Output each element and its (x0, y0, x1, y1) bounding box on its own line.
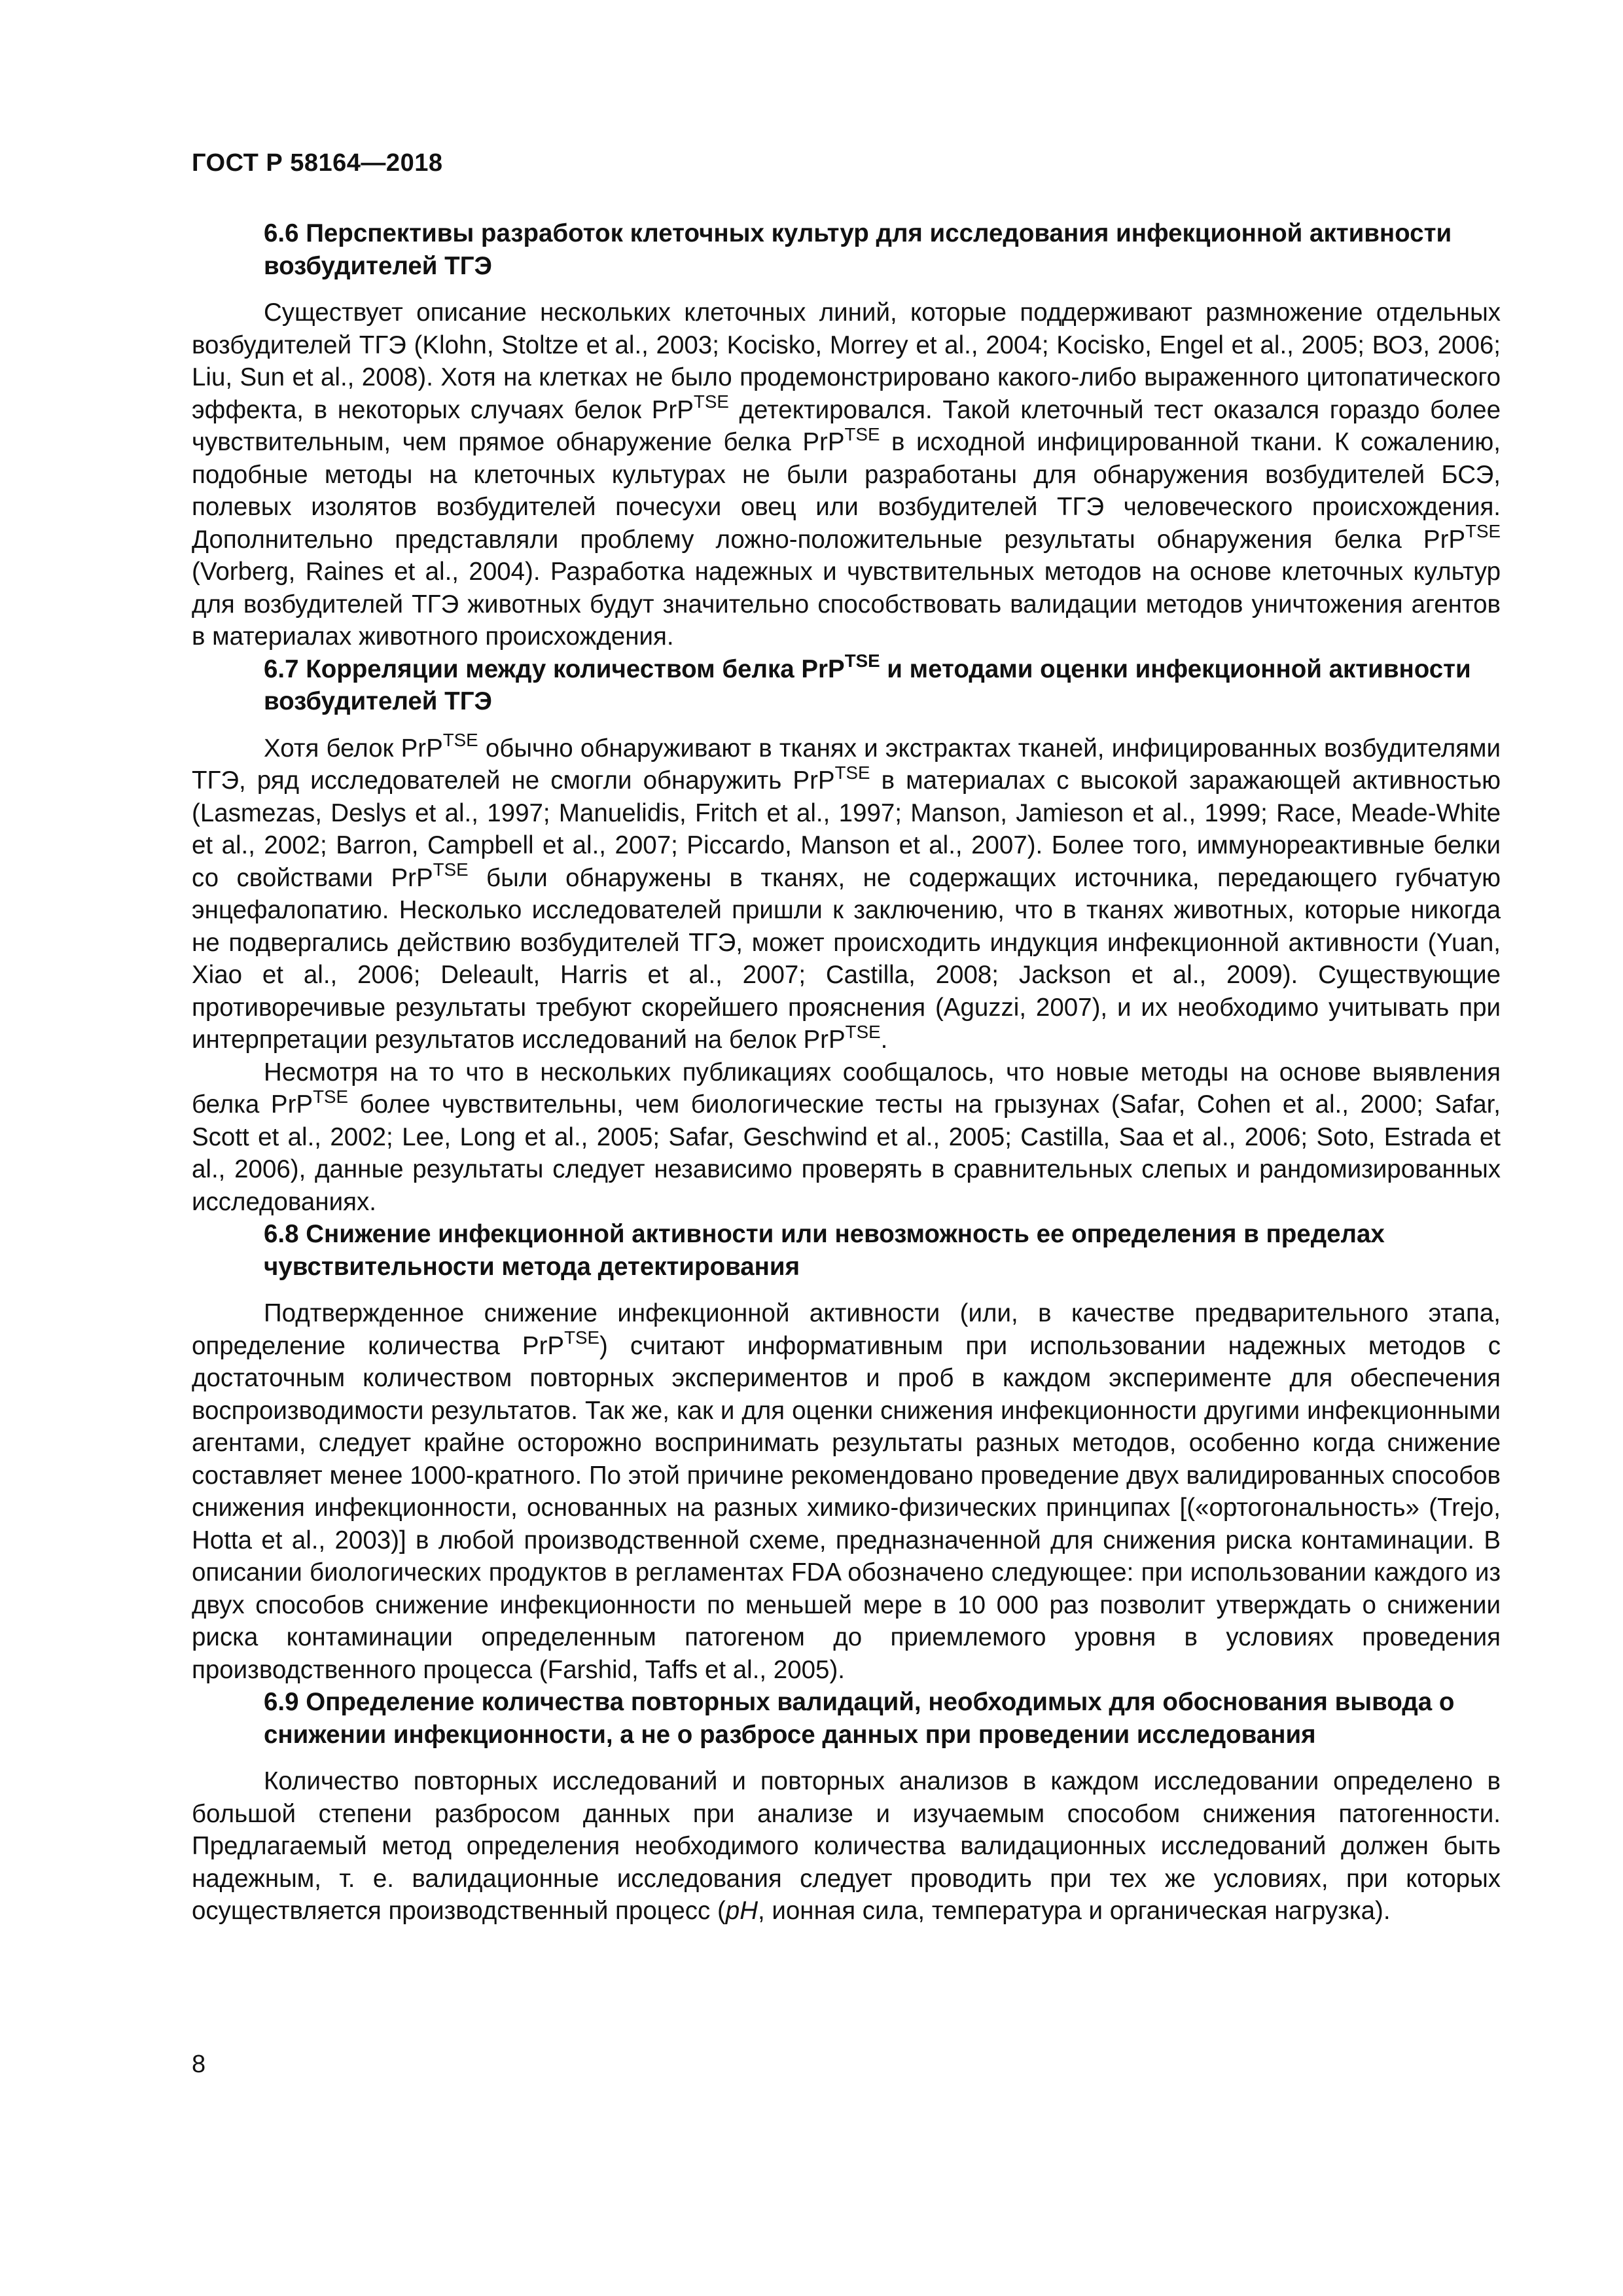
superscript-text: TSE (442, 730, 478, 751)
document-header: ГОСТ Р 58164—2018 (192, 149, 443, 177)
text-run: Хотя белок PrP (264, 734, 443, 762)
superscript-text: TSE (1465, 521, 1501, 542)
paragraph (192, 732, 1501, 1056)
page-number: 8 (192, 2051, 206, 2078)
paragraph (192, 296, 1501, 653)
text-run: 6.7 Корреляции между количеством белка PrP (264, 655, 845, 683)
section-6-9 (192, 1686, 1501, 1928)
superscript-text: TSE (564, 1327, 599, 1348)
superscript-text: TSE (313, 1086, 348, 1107)
paragraph (192, 1056, 1501, 1219)
document-body (192, 217, 1501, 1928)
text-run: более чувствительны, чем биологические тесты на грызунах (Safar, Cohen et al., 2000; Safar, Scott et al., 2002; Lee, Long et al., 2005; Safar, Geschwind et al., 2005; Castilla, Saa et al., 2006; Soto, Estrada et al., 2006), данные результаты следует независимо проверять в сравнительных слепых и рандомизированных исследованиях. (192, 1090, 1501, 1216)
text-run: . (880, 1026, 888, 1054)
section-6-7 (192, 653, 1501, 1219)
text-run: Несмотря на то что в нескольких публикациях сообщалось, что новые методы на основе выявления белка PrP (192, 1058, 1501, 1119)
superscript-text: TSE (845, 1021, 881, 1042)
text-run: (Vorberg, Raines et al., 2004). Разработка надежных и чувствительных методов на основе клеточных культур для возбудителей ТГЭ животных будут значительно способствовать валидации методов уничтожения агентов в материалах животного происхождения. (192, 558, 1501, 651)
section-title: 6.8 Снижение инфекционной активности или невозможность ее определения в пределах чувствительности метода детектирования (264, 1220, 1385, 1281)
text-run: Существует описание нескольких клеточных линий, которые поддерживают размножение отдельных возбудителей ТГЭ (Klohn, Stoltze et al., 2003; Kocisko, Morrey et al., 2004; Kocisko, Engel et al., 2005; ВОЗ, 2006; Liu, Sun et al., 2008). Хотя на клетках не было продемонстрировано какого-либо выраженного цитопатического эффекта, в некоторых случаях белок PrP (192, 298, 1501, 424)
superscript-text: TSE (693, 391, 729, 412)
section-6-6 (192, 217, 1501, 653)
text-run: в материалах с высокой заражающей активностью (Lasmezas, Deslys et al., 1997; Manuelidis, Fritch et al., 1997; Manson, Jamieson et al., 1999; Race, Meade-White et al., 2002; Barron, Campbell et al., 2007; Piccardo, Manson et al., 2007). Более того, иммунореактивные белки со свойствами PrP (192, 766, 1501, 892)
paragraph (192, 1297, 1501, 1686)
superscript-text: TSE (834, 762, 870, 783)
section-title: 6.9 Определение количества повторных валидаций, необходимых для обоснования вывода о снижении инфекционности, а не о разбросе данных при проведении исследования (264, 1688, 1455, 1749)
text-run: ) считают информативным при использовании надежных методов с достаточным количеством повторных экспериментов и проб в каждом эксперименте для обеспечения воспроизводимости результатов. Так же, как и для оценки снижения инфекционности другими инфекционными агентами, следует крайне осторожно воспринимать результаты разных методов, особенно когда снижение составляет менее 1000-кратного. По этой причине рекомендовано проведение двух валидированных способов снижения инфекционности, основанных на разных химико-физических принципах [(«ортогональность» (Trejo, Hotta et al., 2003)] в любой производственной схеме, предназначенной для снижения риска контаминации. В описании биологических продуктов в регламентах FDA обозначено следующее: при использовании каждого из двух способов снижение инфекционности по меньшей мере в 10 000 раз позволит утверждать о снижении риска контаминации определенным патогеном до приемлемого уровня в условиях проведения производственного процесса (Farshid, Taffs et al., 2005). (192, 1331, 1501, 1684)
paragraph (192, 1765, 1501, 1928)
text-run: Подтвержденное снижение инфекционной активности (или, в качестве предварительного этапа, определение количества PrP (192, 1299, 1501, 1360)
italic-text: pH (725, 1897, 758, 1925)
text-run: в исходной инфицированной ткани. К сожалению, подобные методы на клеточных культурах не были разработаны для обнаружения возбудителей БСЭ, полевых изолятов возбудителей почесухи овец или возбудителей ТГЭ человеческого происхождения. Дополнительно представляли проблему ложно-положительные результаты обнаружения белка PrP (192, 428, 1501, 554)
section-6-8 (192, 1218, 1501, 1686)
text-run: были обнаружены в тканях, не содержащих источника, передающего губчатую энцефалопатию. Несколько исследователей пришли к заключению, что в тканях животных, которые никогда не подвергались действию возбудителей ТГЭ, может происходить индукция инфекционной активности (Yuan, Xiao et al., 2006; Deleault, Harris et al., 2007; Castilla, 2008; Jackson et al., 2009). Существующие противоречивые результаты требуют скорейшего прояснения (Aguzzi, 2007), и их необходимо учитывать при интерпретации результатов исследований на белок PrP (192, 863, 1501, 1054)
superscript-text: TSE (844, 423, 880, 444)
text-run: обычно обнаруживают в тканях и экстрактах тканей, инфицированных возбудителями ТГЭ, ряд исследователей не смогли обнаружить PrP (192, 734, 1501, 795)
text-run: и методами оценки инфекционной активности возбудителей ТГЭ (264, 655, 1471, 715)
section-title: 6.6 Перспективы разработок клеточных культур для исследования инфекционной активности возбудителей ТГЭ (264, 219, 1452, 280)
text-run: , ионная сила, температура и органическая нагрузка). (758, 1897, 1391, 1925)
text-run: детектировался. Такой клеточный тест оказался гораздо более чувствительным, чем прямое обнаружение белка PrP (192, 395, 1501, 456)
text-run: Количество повторных исследований и повторных анализов в каждом исследовании определено в большой степени разбросом данных при анализе и изучаемым способом снижения патогенности. Предлагаемый метод определения необходимого количества валидационных исследований должен быть надежным, т. е. валидационные исследования следует проводить при тех же условиях, при которых осуществляется производственный процесс ( (192, 1767, 1501, 1925)
section-title (192, 653, 1501, 718)
superscript-text: TSE (844, 651, 880, 672)
superscript-text: TSE (433, 859, 469, 880)
